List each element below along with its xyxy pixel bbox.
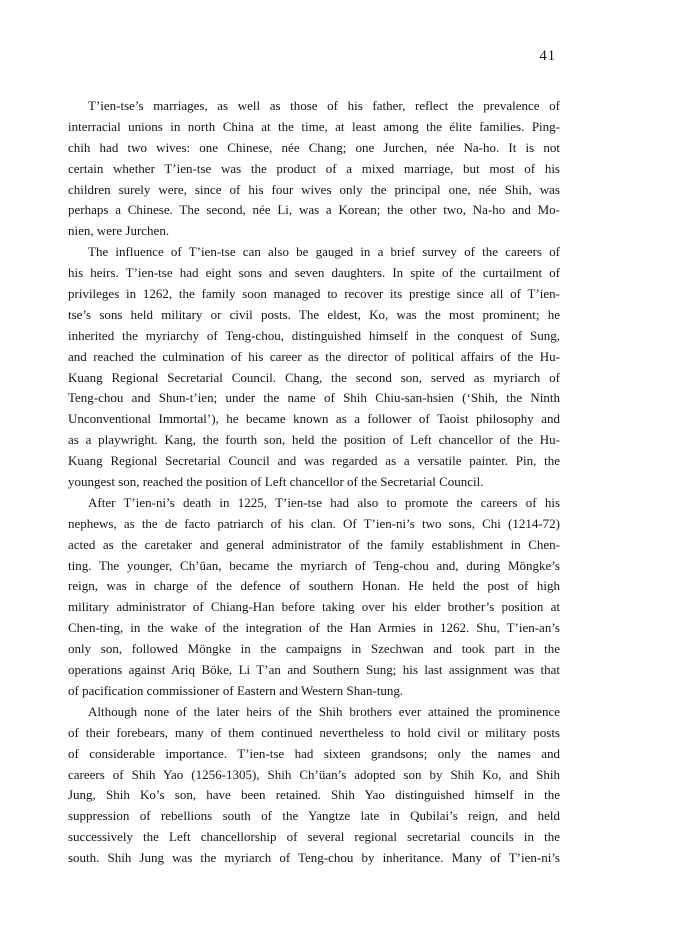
text-line: youngest son, reached the position of Left chancellor of the Secretarial Council.: [68, 474, 484, 490]
text-line: as a playwright. Kang, the fourth son, held the position of Left chancellor of the Hu-: [68, 432, 560, 448]
text-line: military administrator of Chiang-Han before taking over his elder brother’s position at: [68, 599, 560, 615]
page-number: 41: [539, 48, 556, 64]
text-line: Although none of the later heirs of the Shih brothers ever attained the prominence: [88, 703, 560, 719]
text-line: reign, was in charge of the defence of southern Honan. He held the post of high: [68, 578, 560, 594]
text-line: Teng-chou and Shun-t’ien; under the name of Shih Chiu-san-hsien (‘Shih, the Ninth: [68, 390, 560, 406]
text-line: nien, were Jurchen.: [68, 223, 170, 239]
text-line: Unconventional Immortal’), he became known as a follower of Taoist philosophy and: [68, 411, 560, 427]
text-line: suppression of rebellions south of the Yangtze late in Qubilai’s reign, and held: [68, 808, 560, 824]
text-line: Kuang Regional Secretarial Council and was regarded as a versatile painter. Pin, the: [68, 453, 560, 469]
paragraph: [68, 96, 560, 242]
text-line: interracial unions in north China at the time, at least among the élite families. Ping-: [68, 118, 560, 134]
text-line: inherited the myriarchy of Teng-chou, distinguished himself in the conquest of Sung,: [68, 327, 560, 343]
text-line: chih had two wives: one Chinese, née Chang; one Jurchen, née Na-ho. It is not: [68, 139, 560, 155]
text-line: operations against Ariq Böke, Li T’an and Southern Sung; his last assignment was that: [68, 662, 560, 678]
text-line: tse’s sons held military or civil posts. The eldest, Ko, was the most prominent; he: [68, 306, 560, 322]
text-line: ting. The younger, Ch’üan, became the myriarch of Teng-chou and, during Möngke’s: [68, 557, 560, 573]
text-line: successively the Left chancellorship of several regional secretarial councils in the: [68, 829, 560, 845]
text-line: perhaps a Chinese. The second, née Li, was a Korean; the other two, Na-ho and Mo-: [68, 202, 560, 218]
text-line: nephews, as the de facto patriarch of his clan. Of T’ien-ni’s two sons, Chi (1214-72): [68, 515, 560, 531]
text-line: T’ien-tse’s marriages, as well as those of his father, reflect the prevalence of: [88, 98, 560, 113]
text-line: Kuang Regional Secretarial Council. Chang, the second son, served as myriarch of: [68, 369, 560, 385]
text-block: [68, 96, 560, 869]
paragraph: [68, 702, 560, 869]
text-line: south. Shih Jung was the myriarch of Teng-chou by inheritance. Many of T’ien-ni’s: [68, 850, 560, 866]
text-line: only son, followed Möngke in the campaigns in Szechwan and took part in the: [68, 641, 560, 657]
text-line: acted as the caretaker and general administrator of the family establishment in Chen-: [68, 536, 560, 552]
text-line: Chen-ting, in the wake of the integration of the Han Armies in 1262. Shu, T’ien-an’s: [68, 620, 560, 636]
paragraph: [68, 493, 560, 702]
text-line: of considerable importance. T’ien-tse had sixteen grandsons; only the names and: [68, 745, 560, 761]
text-line: Jung, Shih Ko’s son, have been retained. Shih Yao distinguished himself in the: [68, 787, 560, 803]
text-line: of pacification commissioner of Eastern and Western Shan-tung.: [68, 682, 404, 698]
text-line: After T’ien-ni’s death in 1225, T’ien-tse had also to promote the careers of his: [88, 494, 560, 510]
text-line: of their forebears, many of them continued nevertheless to hold civil or military posts: [68, 724, 560, 740]
paragraph: [68, 242, 560, 493]
text-line: careers of Shih Yao (1256-1305), Shih Ch’üan’s adopted son by Shih Ko, and Shih: [68, 766, 560, 782]
text-line: his heirs. T’ien-tse had eight sons and seven daughters. In spite of the curtailment of: [68, 265, 560, 281]
text-line: children surely were, since of his four wives only the principal one, née Shih, was: [68, 181, 560, 197]
text-line: and reached the culmination of his career as the director of political affairs of the Hu-: [68, 348, 560, 364]
text-line: certain whether T’ien-tse was the product of a mixed marriage, but most of his: [68, 160, 560, 176]
text-line: privileges in 1262, the family soon managed to recover its prestige since all of T’ien-: [68, 286, 560, 302]
text-line: The influence of T’ien-tse can also be gauged in a brief survey of the careers of: [88, 244, 560, 260]
